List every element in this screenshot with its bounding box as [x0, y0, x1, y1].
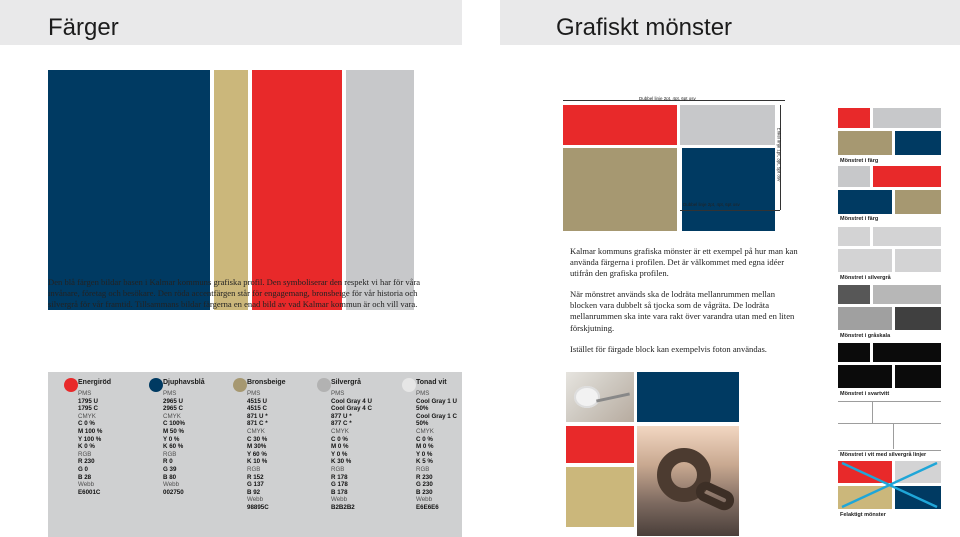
swatch-spec-list: [331, 390, 372, 512]
color-swatch-dot: [233, 378, 247, 392]
spec-value: B2B2B2: [331, 503, 355, 511]
annotation-single-side: Enkel linje 1pt, 3pt, 5pt osv: [776, 127, 782, 182]
spec-label: Webb: [247, 496, 264, 504]
variant-block: [838, 190, 892, 214]
spec-value: Cool Gray 4 C: [331, 405, 372, 413]
variant-lines-box: [838, 401, 941, 451]
variant-line: [872, 401, 873, 423]
spec-value: G 178: [331, 481, 348, 489]
spec-value: 2965 C: [163, 405, 183, 413]
spec-value: M 100 %: [78, 427, 103, 435]
photo-block-blue: [637, 372, 739, 422]
spec-value: M 0 %: [416, 443, 434, 451]
spec-value: 002750: [163, 488, 184, 496]
swatch-spec-list: [163, 390, 185, 496]
dimension-line-bottom: [680, 210, 780, 211]
spec-value: 871 C *: [247, 420, 268, 428]
variant-block: [838, 131, 892, 155]
spec-value: K 0 %: [78, 443, 95, 451]
variant-line: [893, 424, 894, 449]
annotation-double-bottom: Dubbel linje 2pt, 4pt, 6pt osv: [683, 202, 740, 207]
swatch-spec-list: [78, 390, 102, 496]
pattern-block-red: [563, 105, 677, 145]
variant-block: [838, 249, 892, 272]
swatch-spec-list: [247, 390, 269, 512]
photo-headset: [566, 372, 634, 422]
spec-value: M 30%: [247, 443, 267, 451]
spec-value: 877 C *: [331, 420, 352, 428]
spec-value: 1795 C: [78, 405, 98, 413]
variant-block: [838, 227, 870, 246]
spec-label: Webb: [416, 496, 433, 504]
spec-value: B 230: [416, 488, 433, 496]
variant-block: [838, 343, 870, 362]
spec-value: Cool Gray 1 U: [416, 397, 457, 405]
cross-out-icon: [838, 461, 941, 509]
variant-block: [895, 307, 941, 330]
spec-label: Webb: [78, 481, 95, 489]
color-swatch-dot: [402, 378, 416, 392]
spec-value: 2965 U: [163, 397, 183, 405]
spec-label: PMS: [416, 390, 430, 397]
annotation-double-top: Dubbel linje 2pt, 4pt, 6pt osv: [639, 96, 696, 101]
swatch-name: Tonad vit: [416, 379, 447, 386]
swatch-name: Silvergrå: [331, 379, 361, 386]
headset-earpiece: [574, 386, 600, 408]
spec-value: 4515 C: [247, 405, 267, 413]
spec-value: Y 60 %: [247, 450, 267, 458]
spec-value: G 39: [163, 465, 177, 473]
spec-value: E6001C: [78, 488, 101, 496]
spec-label: RGB: [331, 465, 345, 473]
variant-block: [838, 307, 892, 330]
spec-label: CMYK: [416, 427, 434, 435]
spec-label: PMS: [163, 390, 177, 397]
left-page-title: Färger: [48, 14, 119, 41]
caption-grayscale: Mönstret i gråskala: [840, 333, 891, 339]
spec-label: PMS: [331, 390, 345, 397]
caption-black-white: Mönstret i svartvitt: [840, 391, 890, 397]
spec-value: K 10 %: [247, 458, 268, 466]
variant-block: [895, 190, 941, 214]
spec-value: R 178: [331, 473, 348, 481]
spec-value: K 60 %: [163, 443, 184, 451]
spec-label: CMYK: [331, 427, 349, 435]
spec-value: R 230: [78, 458, 95, 466]
spec-value: G 137: [247, 481, 264, 489]
spec-value: 50%: [416, 405, 429, 413]
variant-block: [873, 285, 941, 304]
spec-value: 877 U *: [331, 412, 352, 420]
spec-value: 1795 U: [78, 397, 98, 405]
swatch-spec-list: [416, 390, 457, 512]
pattern-block-bronze: [563, 148, 677, 231]
variant-block: [838, 285, 870, 304]
variant-block: [895, 249, 941, 272]
variant-block: [838, 108, 870, 128]
spec-value: R 230: [416, 473, 433, 481]
spec-value: 4515 U: [247, 397, 267, 405]
variant-block: [873, 343, 941, 362]
color-swatch-dot: [317, 378, 331, 392]
spec-value: E6E6E6: [416, 503, 439, 511]
caption-color-2: Mönstret i färg: [840, 216, 879, 222]
spec-value: G 0: [78, 465, 88, 473]
spec-label: Webb: [163, 481, 180, 489]
spec-label: CMYK: [163, 412, 181, 420]
spec-value: C 0 %: [331, 435, 348, 443]
spec-label: RGB: [247, 465, 261, 473]
spec-value: M 0 %: [331, 443, 349, 451]
right-paragraph-2: När mönstret används ska de lodräta mellanrummen mellan blocken vara dubbelt så tjocka som de vågräta. De lodräta mellanrummen ska inte vara rakt över varandra utan med en liten förskjutning.: [570, 289, 795, 333]
spec-value: 50%: [416, 420, 429, 428]
swatch-name: Bronsbeige: [247, 379, 286, 386]
spec-value: C 0 %: [78, 420, 95, 428]
color-swatch-dot: [149, 378, 163, 392]
spec-label: RGB: [163, 450, 177, 458]
spec-value: C 30 %: [247, 435, 268, 443]
spec-value: 871 U *: [247, 412, 268, 420]
spec-label: CMYK: [78, 412, 96, 420]
variant-block: [873, 166, 941, 187]
photo-chain: [637, 426, 739, 536]
spec-value: B 92: [247, 488, 261, 496]
variant-block: [895, 365, 941, 388]
color-block-beige: [214, 70, 248, 310]
photo-block-beige: [566, 467, 634, 527]
spec-label: PMS: [78, 390, 92, 397]
spec-label: RGB: [78, 450, 92, 458]
variant-line: [838, 423, 941, 424]
spec-value: R 0: [163, 458, 173, 466]
spec-value: B 28: [78, 473, 92, 481]
spec-value: K 5 %: [416, 458, 433, 466]
spec-value: Y 0 %: [331, 450, 348, 458]
spec-value: 98895C: [247, 503, 269, 511]
spec-value: Cool Gray 1 C: [416, 412, 457, 420]
caption-color-1: Mönstret i färg: [840, 158, 879, 164]
spec-label: Webb: [331, 496, 348, 504]
chain-link: [693, 478, 738, 513]
variant-block: [838, 365, 892, 388]
spec-value: Y 0 %: [163, 435, 180, 443]
spec-label: PMS: [247, 390, 261, 397]
variant-block: [873, 108, 941, 128]
color-block-silver: [346, 70, 414, 310]
spec-value: C 0 %: [416, 435, 433, 443]
right-paragraph-1: Kalmar kommuns grafiska mönster är ett exempel på hur man kan använda färgerna i profilen. Det är välkommet med egna idéer utifrån den grafiska profilen.: [570, 246, 798, 279]
spec-value: R 152: [247, 473, 264, 481]
swatch-name: Djuphavsblå: [163, 379, 205, 386]
spec-value: B 178: [331, 488, 348, 496]
left-paragraph: Den blå färgen bildar basen i Kalmar kommuns grafiska profil. Den symboliserar den respekt vi har för våra invånare, företag och besökare. Den röda accentfärgen står för engagemang, bronsbeige för vår historia och silvergrå för vår framtid. Tillsammans bildar färgerna en enad bild av vad Kalmar kommun är och vill vara.: [48, 277, 421, 310]
spec-value: Y 0 %: [416, 450, 433, 458]
spec-value: M 50 %: [163, 427, 184, 435]
pattern-block-silver: [680, 105, 775, 145]
right-paragraph-3: Istället för färgade block kan exempelvis foton användas.: [570, 344, 767, 354]
spec-value: Cool Gray 4 U: [331, 397, 372, 405]
caption-wrong: Felaktigt mönster: [840, 512, 886, 518]
spec-value: K 30 %: [331, 458, 352, 466]
spec-value: B 80: [163, 473, 177, 481]
spec-value: Y 100 %: [78, 435, 102, 443]
spec-value: G 230: [416, 481, 433, 489]
headset-mic: [596, 392, 630, 402]
swatch-name: Energiröd: [78, 379, 112, 386]
color-swatch-dot: [64, 378, 78, 392]
right-page-title: Grafiskt mönster: [556, 14, 733, 41]
color-block-red: [252, 70, 342, 310]
variant-block: [838, 166, 870, 187]
variant-block: [873, 227, 941, 246]
spec-value: C 100%: [163, 420, 186, 428]
spec-label: CMYK: [247, 427, 265, 435]
photo-block-red: [566, 426, 634, 463]
variant-block: [895, 131, 941, 155]
pattern-block-blue: [682, 148, 775, 231]
color-block-blue: [48, 70, 210, 310]
caption-silver: Mönstret i silvergrå: [840, 275, 891, 281]
caption-white-silver-lines: Mönstret i vit med silvergrå linjer: [840, 452, 927, 458]
spec-label: RGB: [416, 465, 430, 473]
